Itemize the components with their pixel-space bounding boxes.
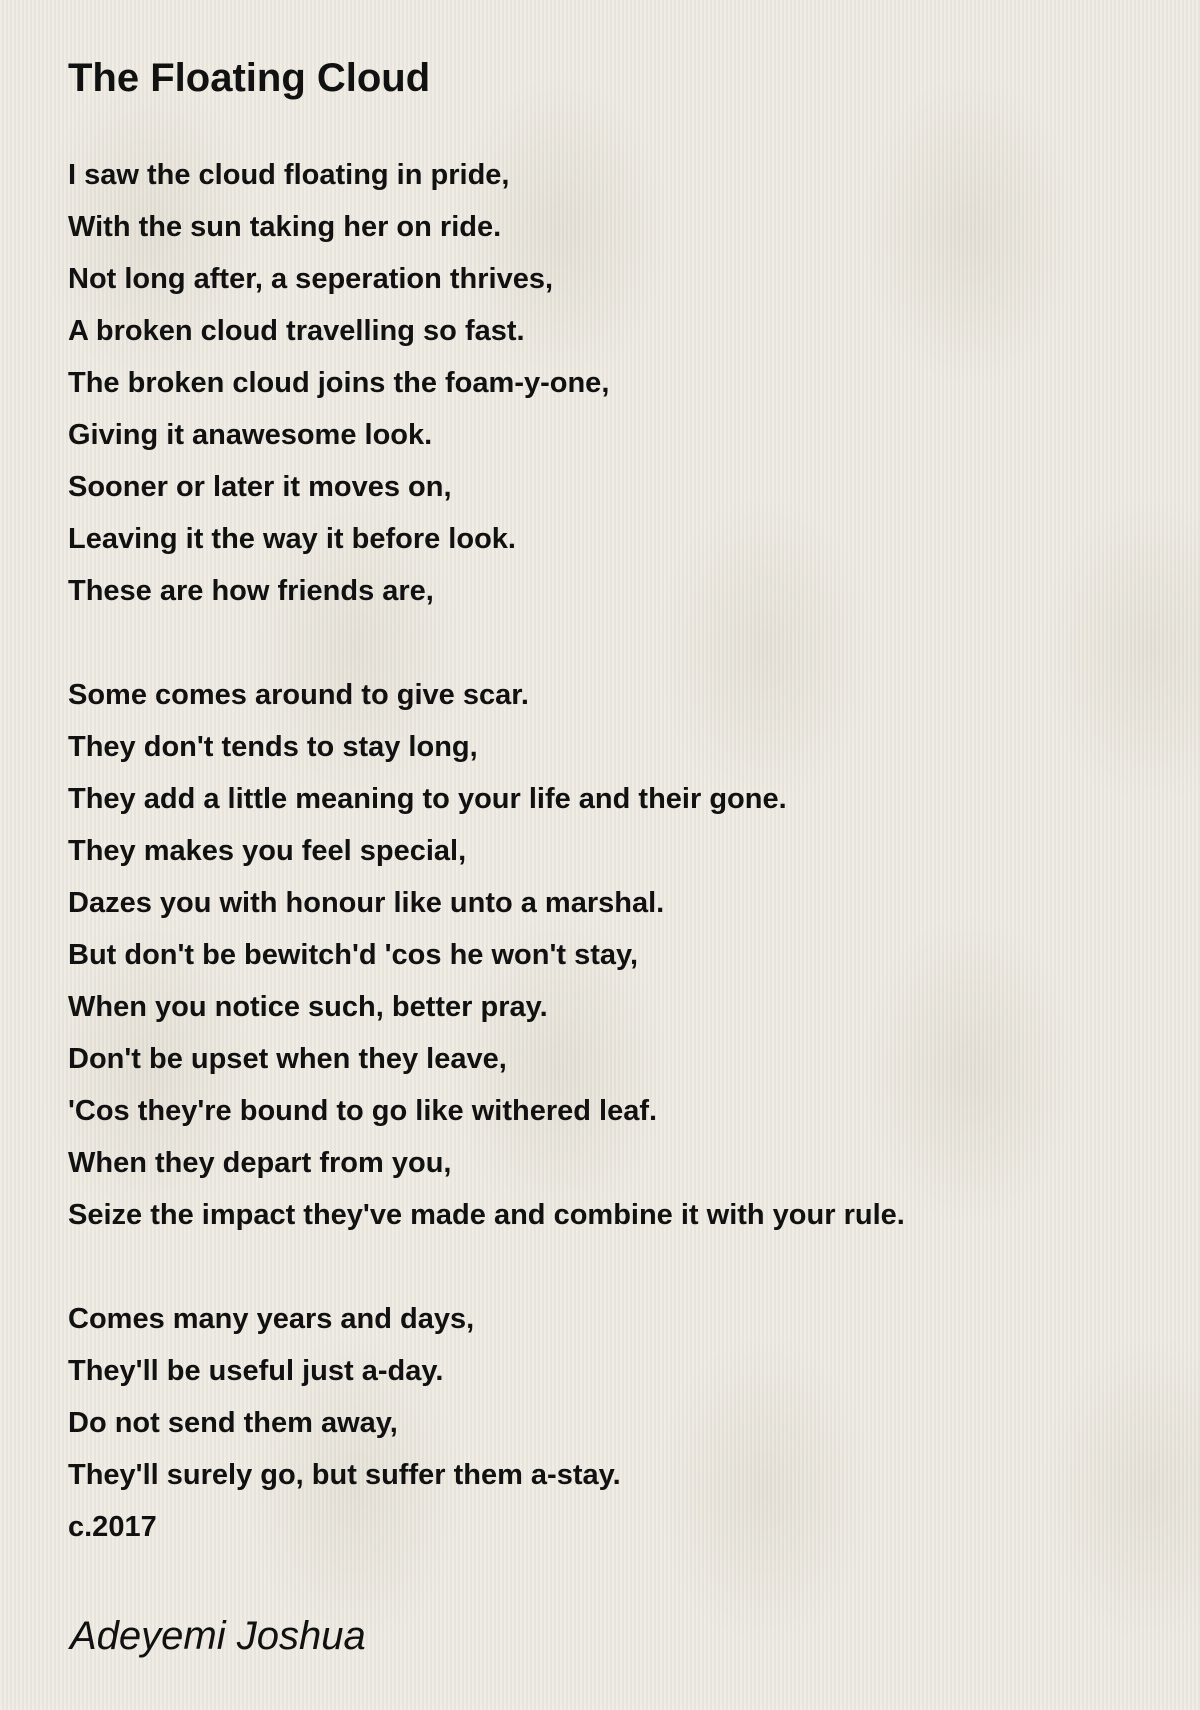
poem-line: Giving it anawesome look. (68, 419, 433, 451)
poem-author: Adeyemi Joshua (70, 1614, 366, 1658)
poem-line: A broken cloud travelling so fast. (68, 315, 525, 347)
stanza-2 (68, 669, 905, 1241)
poem-line: I saw the cloud floating in pride, (68, 159, 510, 191)
poem-line: They'll be useful just a-day. (68, 1355, 444, 1387)
poem-title: The Floating Cloud (68, 56, 431, 100)
poem-line: Don't be upset when they leave, (68, 1043, 507, 1075)
poem-line: They'll surely go, but suffer them a-stay. (68, 1459, 621, 1491)
poem-line: But don't be bewitch'd 'cos he won't stay, (68, 939, 639, 971)
stanza-1 (68, 149, 609, 617)
poem-date: c.2017 (68, 1511, 157, 1543)
poem-line: Do not send them away, (68, 1407, 398, 1439)
poem-line: Dazes you with honour like unto a marshal. (68, 887, 665, 919)
poem-line: They don't tends to stay long, (68, 731, 478, 763)
poem-line: Sooner or later it moves on, (68, 471, 452, 503)
poem-line: With the sun taking her on ride. (68, 211, 502, 243)
stanza-3 (68, 1293, 621, 1553)
poem-line: 'Cos they're bound to go like withered leaf. (68, 1095, 658, 1127)
poem-line: The broken cloud joins the foam-y-one, (68, 367, 610, 399)
poem-line: Some comes around to give scar. (68, 679, 529, 711)
poem-line: Seize the impact they've made and combine it with your rule. (68, 1199, 905, 1231)
poem-line: When you notice such, better pray. (68, 991, 548, 1023)
poem-line: When they depart from you, (68, 1147, 452, 1179)
poem-line: They add a little meaning to your life and their gone. (68, 783, 787, 815)
poem-line: They makes you feel special, (68, 835, 467, 867)
poem-line: These are how friends are, (68, 575, 434, 607)
poem-line: Not long after, a seperation thrives, (68, 263, 554, 295)
poem-line: Leaving it the way it before look. (68, 523, 516, 555)
poem-line: Comes many years and days, (68, 1303, 475, 1335)
